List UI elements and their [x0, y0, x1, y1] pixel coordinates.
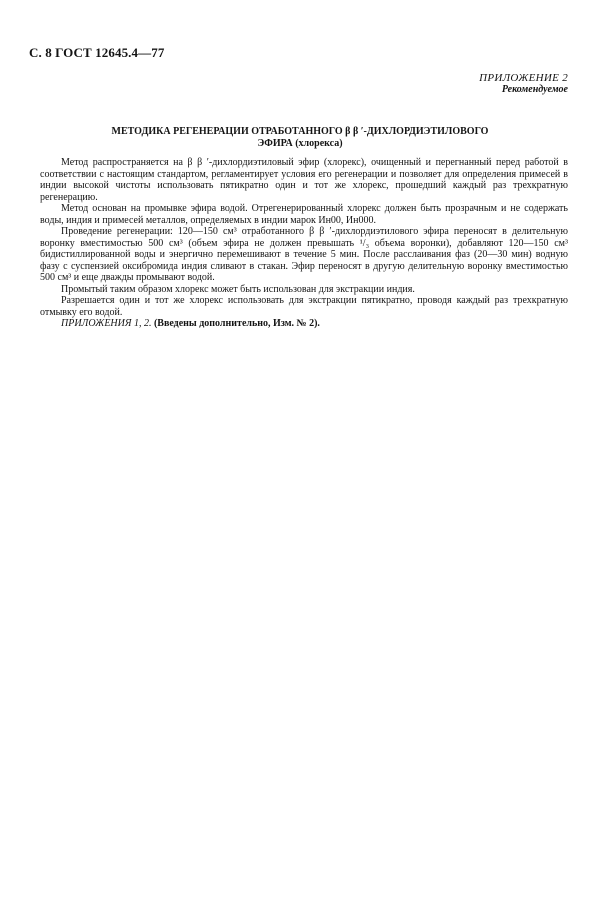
page-header: С. 8 ГОСТ 12645.4—77 — [29, 45, 165, 60]
appendix-title: ПРИЛОЖЕНИЕ 2 — [479, 72, 568, 84]
paragraph-principle: Метод основан на промывке эфира водой. Отрегенерированный хлорекс должен быть прозрачным и не содержать воды, индия и примесей металлов, определяемых в индии марок Ин00, Ин000. — [40, 203, 568, 226]
document-title-line-2: ЭФИРА (хлорекса) — [257, 138, 343, 149]
paragraph-reuse: Разрешается один и тот же хлорекс использовать для экстракции пятикратно, проводя каждый раз трехкратную отмывку его водой. — [40, 295, 568, 318]
paragraph-procedure: Проведение регенерации: 120—150 см³ отработанного β β ′-дихлордиэтилового эфира переносят в делительную воронку вместимостью 500 см³ (объем эфира не должен превышать ¹/₃ объема воронки), добавляют 120—150 см³ бидистиллированной воды и энергично перемешивают в течение 5 мин. После расслаивания фаз (20—30 мин) водную фазу с суспензией оксибромида индия сливают в стакан. Эфир переносят в другую делительную воронку вместимостью 500 см³ и еще дважды промывают водой. — [40, 226, 568, 283]
paragraph-usage: Промытый таким образом хлорекс может быть использован для экстракции индия. — [61, 283, 415, 295]
paragraph-scope: Метод распространяется на β β ′-дихлордиэтиловый эфир (хлорекс), очищенный и перегнанный перед работой в соответствии с настоящим стандартом, регламентирует условия его регенерации и позволяет для определения примесей в индии высокой чистоты использовать пятикратно один и тот же хлорекс, прошедший каждый раз трехкратную регенерацию. — [40, 157, 568, 203]
document-title-line-1: МЕТОДИКА РЕГЕНЕРАЦИИ ОТРАБОТАННОГО β β ′-ДИХЛОРДИЭТИЛОВОГО — [111, 126, 489, 137]
appendix-label — [368, 72, 568, 96]
document-title — [40, 126, 560, 150]
amendment-note-lead: ПРИЛОЖЕНИЯ 1, 2. — [61, 318, 152, 329]
amendment-note-text: (Введены дополнительно, Изм. № 2). — [151, 318, 320, 329]
body-text — [40, 157, 568, 330]
amendment-note — [40, 318, 568, 330]
appendix-subtitle: Рекомендуемое — [501, 84, 568, 95]
